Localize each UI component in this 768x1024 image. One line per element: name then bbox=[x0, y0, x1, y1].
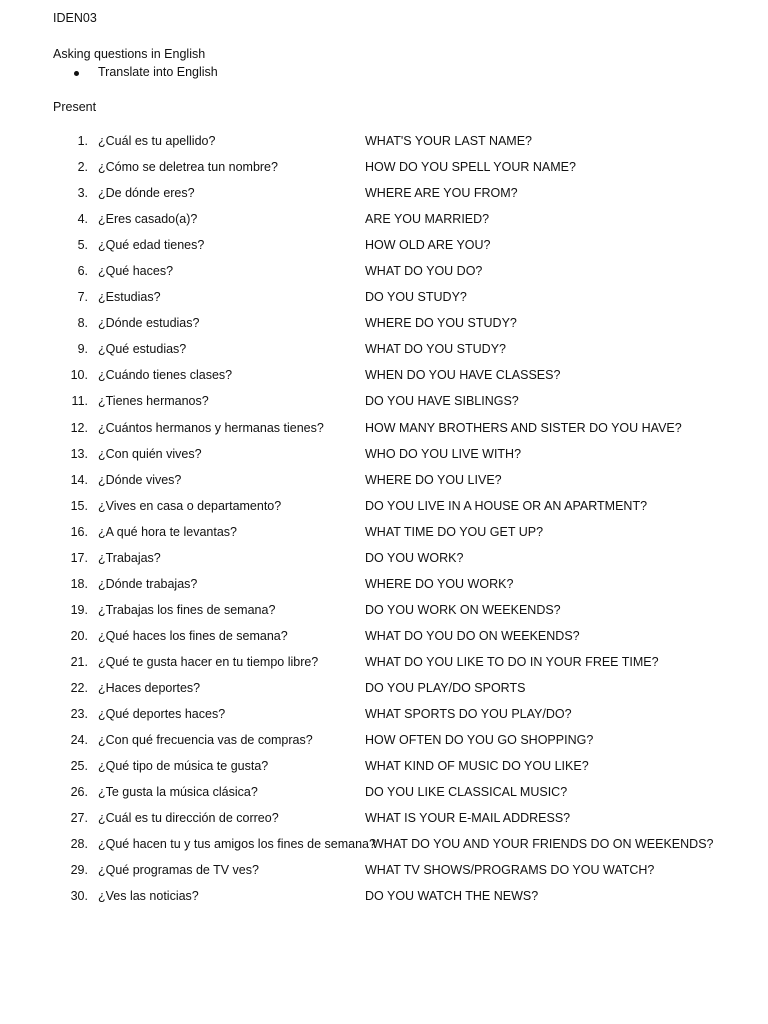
spanish-question: ¿Qué estudias? bbox=[98, 342, 187, 357]
question-number: 20. bbox=[70, 628, 88, 643]
spanish-question: ¿Ves las noticias? bbox=[98, 889, 199, 904]
english-translation: WHERE DO YOU LIVE? bbox=[365, 472, 502, 487]
spanish-question: ¿Eres casado(a)? bbox=[98, 212, 198, 227]
english-translation: WHO DO YOU LIVE WITH? bbox=[365, 446, 522, 461]
question-number: 18. bbox=[70, 576, 88, 591]
spanish-question: ¿Qué hacen tu y tus amigos los fines de semana? bbox=[98, 837, 376, 852]
question-row bbox=[0, 577, 768, 603]
question-number: 10. bbox=[70, 368, 88, 383]
spanish-question: ¿Con qué frecuencia vas de compras? bbox=[98, 733, 313, 748]
question-number: 3. bbox=[77, 186, 88, 201]
question-number: 25. bbox=[70, 759, 88, 774]
question-row bbox=[0, 525, 768, 551]
english-translation: WHAT DO YOU DO? bbox=[365, 264, 483, 279]
spanish-question: ¿Cuál es tu apellido? bbox=[98, 134, 216, 148]
spanish-question: ¿Qué tipo de música te gusta? bbox=[98, 759, 269, 774]
spanish-question: ¿Dónde trabajas? bbox=[98, 576, 198, 591]
question-row bbox=[0, 473, 768, 499]
question-row bbox=[0, 499, 768, 525]
instruction-text: Translate into English bbox=[98, 65, 218, 79]
english-translation: WHAT DO YOU LIKE TO DO IN YOUR FREE TIME? bbox=[365, 654, 659, 669]
question-row bbox=[0, 837, 768, 863]
question-number: 4. bbox=[77, 212, 88, 227]
question-row bbox=[0, 342, 768, 368]
spanish-question: ¿Estudias? bbox=[98, 290, 161, 305]
question-number: 29. bbox=[70, 863, 88, 878]
spanish-question: ¿A qué hora te levantas? bbox=[98, 524, 237, 539]
question-row bbox=[0, 421, 768, 447]
spanish-question: ¿Trabajas los fines de semana? bbox=[98, 602, 276, 617]
english-translation: HOW MANY BROTHERS AND SISTER DO YOU HAVE? bbox=[365, 420, 682, 435]
question-row bbox=[0, 447, 768, 473]
english-translation: WHAT'S YOUR LAST NAME? bbox=[365, 134, 533, 148]
english-translation: DO YOU STUDY? bbox=[365, 290, 467, 305]
spanish-question: ¿Vives en casa o departamento? bbox=[98, 498, 282, 513]
question-number: 16. bbox=[70, 524, 88, 539]
question-row bbox=[0, 238, 768, 264]
question-number: 13. bbox=[70, 446, 88, 461]
english-translation: WHEN DO YOU HAVE CLASSES? bbox=[365, 368, 561, 383]
english-translation: WHAT DO YOU STUDY? bbox=[365, 342, 506, 357]
spanish-question: ¿Qué deportes haces? bbox=[98, 707, 226, 722]
spanish-question: ¿Cuándo tienes clases? bbox=[98, 368, 233, 383]
question-number: 28. bbox=[70, 837, 88, 852]
question-row bbox=[0, 316, 768, 342]
question-number: 27. bbox=[70, 811, 88, 826]
spanish-question: ¿Trabajas? bbox=[98, 550, 161, 565]
question-list bbox=[0, 134, 768, 915]
question-row bbox=[0, 186, 768, 212]
spanish-question: ¿Cuál es tu dirección de correo? bbox=[98, 811, 279, 826]
english-translation: WHERE ARE YOU FROM? bbox=[365, 186, 518, 201]
document-heading: Asking questions in English bbox=[53, 47, 206, 61]
english-translation: WHAT DO YOU DO ON WEEKENDS? bbox=[365, 628, 580, 643]
question-number: 5. bbox=[77, 238, 88, 253]
question-number: 19. bbox=[70, 602, 88, 617]
question-row bbox=[0, 655, 768, 681]
english-translation: DO YOU LIVE IN A HOUSE OR AN APARTMENT? bbox=[365, 498, 648, 513]
question-number: 21. bbox=[70, 654, 88, 669]
question-row bbox=[0, 394, 768, 420]
question-row bbox=[0, 707, 768, 733]
english-translation: HOW OFTEN DO YOU GO SHOPPING? bbox=[365, 733, 594, 748]
question-row bbox=[0, 603, 768, 629]
question-number: 11. bbox=[71, 394, 88, 409]
spanish-question: ¿Qué haces? bbox=[98, 264, 174, 279]
question-number: 15. bbox=[70, 498, 88, 513]
spanish-question: ¿Haces deportes? bbox=[98, 680, 201, 695]
question-number: 24. bbox=[70, 733, 88, 748]
english-translation: WHAT KIND OF MUSIC DO YOU LIKE? bbox=[365, 759, 589, 774]
english-translation: DO YOU HAVE SIBLINGS? bbox=[365, 394, 519, 409]
question-row bbox=[0, 212, 768, 238]
question-row bbox=[0, 681, 768, 707]
spanish-question: ¿Qué te gusta hacer en tu tiempo libre? bbox=[98, 654, 319, 669]
question-number: 14. bbox=[70, 472, 88, 487]
question-row bbox=[0, 759, 768, 785]
spanish-question: ¿Tienes hermanos? bbox=[98, 394, 209, 409]
question-row bbox=[0, 160, 768, 186]
english-translation: WHERE DO YOU STUDY? bbox=[365, 316, 517, 331]
spanish-question: ¿Cómo se deletrea tun nombre? bbox=[98, 160, 278, 175]
bullet-icon bbox=[74, 71, 79, 76]
english-translation: WHAT DO YOU AND YOUR FRIENDS DO ON WEEKENDS? bbox=[372, 837, 714, 852]
question-row bbox=[0, 863, 768, 889]
spanish-question: ¿Qué edad tienes? bbox=[98, 238, 205, 253]
question-number: 7. bbox=[77, 290, 88, 305]
question-number: 22. bbox=[70, 680, 88, 695]
question-number: 23. bbox=[70, 707, 88, 722]
english-translation: WHAT TV SHOWS/PROGRAMS DO YOU WATCH? bbox=[365, 863, 655, 878]
english-translation: DO YOU LIKE CLASSICAL MUSIC? bbox=[365, 785, 568, 800]
question-row bbox=[0, 733, 768, 759]
question-row bbox=[0, 629, 768, 655]
question-number: 30. bbox=[70, 889, 88, 904]
question-row bbox=[0, 889, 768, 915]
question-number: 6. bbox=[77, 264, 88, 279]
spanish-question: ¿Con quién vives? bbox=[98, 446, 202, 461]
spanish-question: ¿Te gusta la música clásica? bbox=[98, 785, 258, 800]
question-number: 12. bbox=[70, 420, 88, 435]
english-translation: DO YOU WATCH THE NEWS? bbox=[365, 889, 539, 904]
question-number: 9. bbox=[77, 342, 88, 357]
question-number: 2. bbox=[77, 160, 88, 175]
english-translation: HOW DO YOU SPELL YOUR NAME? bbox=[365, 160, 576, 175]
english-translation: DO YOU PLAY/DO SPORTS bbox=[365, 680, 526, 695]
english-translation: WHAT TIME DO YOU GET UP? bbox=[365, 524, 544, 539]
question-number: 8. bbox=[77, 316, 88, 331]
question-row bbox=[0, 785, 768, 811]
section-label: Present bbox=[53, 100, 97, 114]
spanish-question: ¿Qué programas de TV ves? bbox=[98, 863, 259, 878]
question-row bbox=[0, 811, 768, 837]
english-translation: DO YOU WORK? bbox=[365, 550, 464, 565]
question-row bbox=[0, 134, 768, 160]
english-translation: WHAT SPORTS DO YOU PLAY/DO? bbox=[365, 707, 572, 722]
question-row bbox=[0, 290, 768, 316]
english-translation: ARE YOU MARRIED? bbox=[365, 212, 490, 227]
document-code: IDEN03 bbox=[53, 11, 97, 25]
spanish-question: ¿Dónde vives? bbox=[98, 472, 182, 487]
english-translation: DO YOU WORK ON WEEKENDS? bbox=[365, 602, 561, 617]
english-translation: WHERE DO YOU WORK? bbox=[365, 576, 514, 591]
question-row bbox=[0, 551, 768, 577]
question-row bbox=[0, 368, 768, 394]
question-number: 17. bbox=[70, 550, 88, 565]
english-translation: WHAT IS YOUR E-MAIL ADDRESS? bbox=[365, 811, 571, 826]
spanish-question: ¿Qué haces los fines de semana? bbox=[98, 628, 288, 643]
spanish-question: ¿Cuántos hermanos y hermanas tienes? bbox=[98, 420, 324, 435]
english-translation: HOW OLD ARE YOU? bbox=[365, 238, 491, 253]
question-number: 1. bbox=[77, 134, 88, 148]
spanish-question: ¿Dónde estudias? bbox=[98, 316, 200, 331]
spanish-question: ¿De dónde eres? bbox=[98, 186, 195, 201]
question-number: 26. bbox=[70, 785, 88, 800]
question-row bbox=[0, 264, 768, 290]
